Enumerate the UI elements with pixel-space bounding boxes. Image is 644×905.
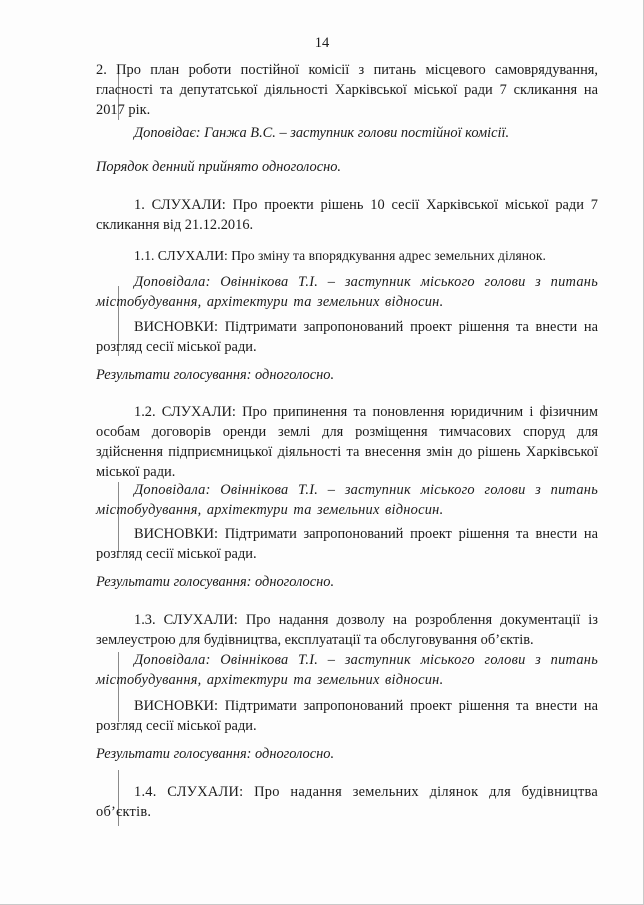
- section-1-heard: 1. СЛУХАЛИ: Про проекти рішень 10 сесії Харківської міської ради 7 скликання від 21.12.2016.: [96, 197, 598, 233]
- subsection-1-2-reporter: Доповідала: Овіннікова Т.І. – заступник міського голови з питань містобудування, архітектури та земельних відносин.: [96, 482, 598, 518]
- subsection-1-3-conclusion: ВИСНОВКИ: Підтримати запропонований проект рішення та внести на розгляд сесії міської ради.: [96, 698, 598, 734]
- agenda-item-2: 2. Про план роботи постійної комісії з питань місцевого самоврядування, гласності та депутатської діяльності Харківської міської ради 7 скликання на 2017 рік.: [96, 62, 598, 118]
- subsection-1-3-heard: 1.3. СЛУХАЛИ: Про надання дозволу на розроблення документації із землеустрою для будівництва, експлуатації та обслуговування об’єктів.: [96, 612, 598, 648]
- subsection-1-1-conclusion: ВИСНОВКИ: Підтримати запропонований проект рішення та внести на розгляд сесії міської ради.: [96, 319, 598, 355]
- subsection-1-3-reporter: Доповідала: Овіннікова Т.І. – заступник міського голови з питань містобудування, архітектури та земельних відносин.: [96, 652, 598, 688]
- subsection-1-2-heard: 1.2. СЛУХАЛИ: Про припинення та поновлення юридичним і фізичним особам договорів оренди землі для розміщення тимчасових споруд для здійснення підприємницької діяльності та внесення змін до рішень Харківської міської ради.: [96, 404, 598, 480]
- subsection-1-2-conclusion: ВИСНОВКИ: Підтримати запропонований проект рішення та внести на розгляд сесії міської ради.: [96, 526, 598, 562]
- subsection-1-1-vote: Результати голосування: одноголосно.: [96, 367, 335, 383]
- subsection-1-2-vote: Результати голосування: одноголосно.: [96, 574, 335, 590]
- agenda-approved-note: Порядок денний прийнято одноголосно.: [96, 159, 342, 175]
- item2-reporter: Доповідає: Ганжа В.С. – заступник голови постійної комісії.: [134, 125, 510, 141]
- page-number: 14: [314, 35, 330, 51]
- subsection-1-1-reporter: Доповідала: Овіннікова Т.І. – заступник міського голови з питань містобудування, архітектури та земельних відносин.: [96, 274, 598, 310]
- subsection-1-3-vote: Результати голосування: одноголосно.: [96, 746, 335, 762]
- subsection-1-1-heard: 1.1. СЛУХАЛИ: Про зміну та впорядкування адрес земельних ділянок.: [134, 248, 546, 263]
- subsection-1-4-heard: 1.4. СЛУХАЛИ: Про надання земельних ділянок для будівництва об’єктів.: [96, 784, 598, 820]
